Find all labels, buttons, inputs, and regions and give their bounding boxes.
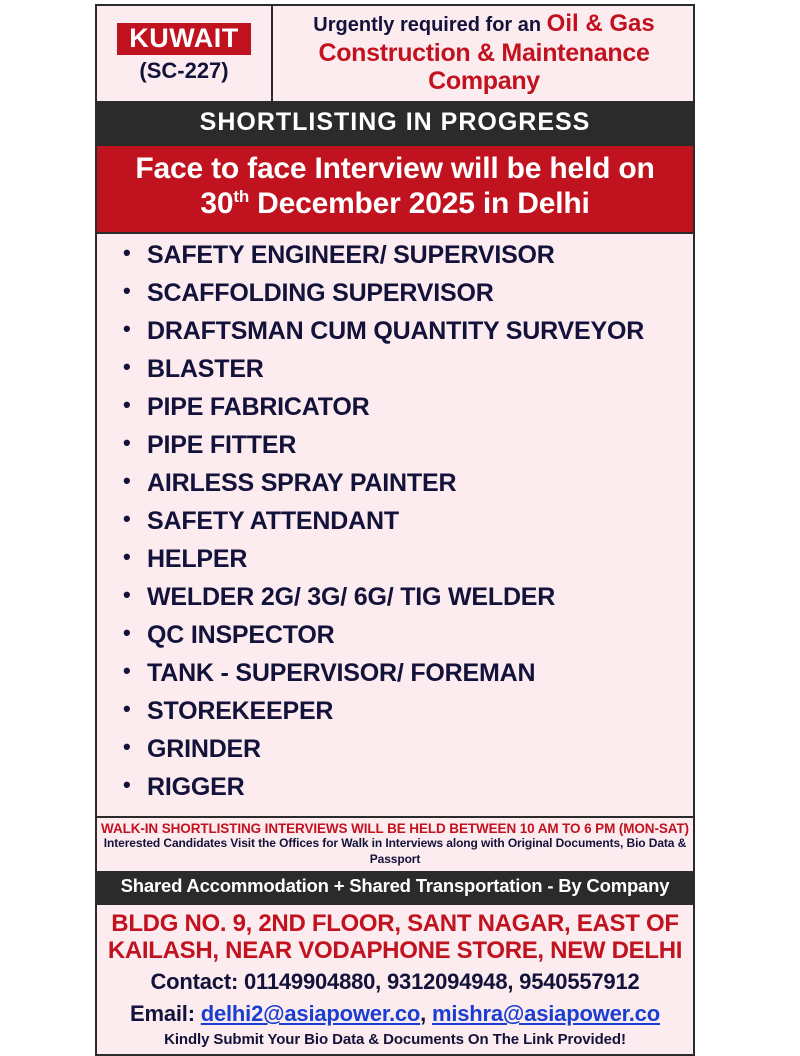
header <box>97 6 693 103</box>
list-item: • PIPE FABRICATOR <box>97 394 693 421</box>
country-block <box>97 6 273 101</box>
list-item: • SCAFFOLDING SUPERVISOR <box>97 280 693 307</box>
list-item: • SAFETY ENGINEER/ SUPERVISOR <box>97 242 693 269</box>
headline-highlight: Oil & Gas <box>546 10 655 37</box>
walkin-line-2: Interested Candidates Visit the Offices for Walk in Interviews along with Original Documents, Bio Data & Passport <box>103 836 687 867</box>
list-item: • SAFETY ATTENDANT <box>97 508 693 535</box>
email-row <box>103 1001 687 1027</box>
headline-block <box>273 6 693 101</box>
list-item: • HELPER <box>97 546 693 573</box>
job-code-label: (SC-227) <box>139 58 229 84</box>
status-banner: SHORTLISTING IN PROGRESS <box>97 103 693 146</box>
walkin-line-1: WALK-IN SHORTLISTING INTERVIEWS WILL BE HELD BETWEEN 10 AM TO 6 PM (MON-SAT) <box>101 820 689 836</box>
list-item: • BLASTER <box>97 356 693 383</box>
list-item: • DRAFTSMAN CUM QUANTITY SURVEYOR <box>97 318 693 345</box>
job-list <box>97 234 693 816</box>
list-item: • STOREKEEPER <box>97 698 693 725</box>
list-item: • RIGGER <box>97 774 693 801</box>
advertisement-card <box>95 4 695 1056</box>
list-item: • WELDER 2G/ 3G/ 6G/ TIG WELDER <box>97 584 693 611</box>
interview-day-suffix: th <box>233 187 250 207</box>
interview-banner <box>97 146 693 234</box>
accommodation-banner: Shared Accommodation + Shared Transportation - By Company <box>97 871 693 903</box>
email-label: Email: <box>130 1001 201 1027</box>
submission-note: Kindly Submit Your Bio Data & Documents On The Link Provided! <box>164 1031 626 1049</box>
headline-line-2: Construction & Maintenance Company <box>318 38 650 95</box>
list-item: • TANK - SUPERVISOR/ FOREMAN <box>97 660 693 687</box>
headline-prefix: Urgently required for an <box>313 14 547 36</box>
footer <box>97 903 693 1055</box>
list-item: • QC INSPECTOR <box>97 622 693 649</box>
email-separator: , <box>420 1001 432 1027</box>
interview-day: 30 <box>200 187 234 221</box>
headline-line-1 <box>281 11 687 38</box>
address-line-2: KAILASH, NEAR VODAPHONE STORE, NEW DELHI <box>107 936 683 964</box>
walkin-notice <box>97 816 693 871</box>
list-item: • GRINDER <box>97 736 693 763</box>
interview-date-rest: December 2025 in Delhi <box>249 187 590 221</box>
list-item: • AIRLESS SPRAY PAINTER <box>97 470 693 497</box>
address-line-1: BLDG NO. 9, 2ND FLOOR, SANT NAGAR, EAST OF <box>111 909 679 937</box>
interview-line-1: Face to face Interview will be held on <box>135 151 655 185</box>
interview-line-2 <box>103 187 687 222</box>
email-link-2[interactable]: mishra@asiapower.co <box>431 1001 660 1027</box>
country-label: KUWAIT <box>117 23 250 55</box>
contact-numbers: Contact: 01149904880, 9312094948, 9540557912 <box>150 969 640 995</box>
email-link-1[interactable]: delhi2@asiapower.co <box>200 1001 421 1027</box>
list-item: • PIPE FITTER <box>97 432 693 459</box>
